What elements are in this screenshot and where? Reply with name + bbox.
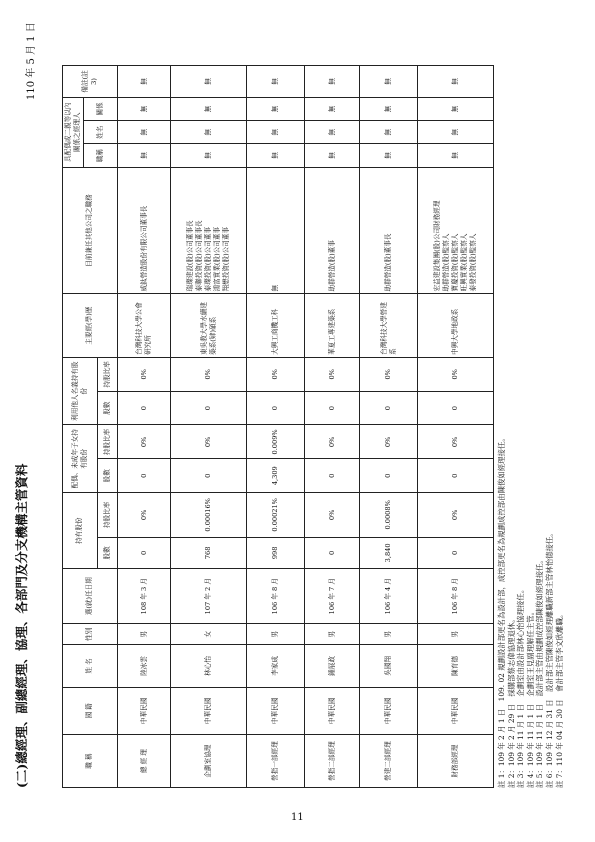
cell-rel-name: 無 — [418, 121, 494, 144]
header-education: 主要經(學)歷 — [63, 294, 118, 357]
header-nationality: 國 籍 — [63, 687, 118, 735]
cell-nationality: 中華民國 — [418, 687, 494, 735]
header-rel-title: 職稱 — [83, 144, 117, 167]
cell-remark: 無 — [171, 66, 247, 98]
cell-other: 助群營造(股)董事長 — [360, 167, 418, 294]
table-row — [246, 66, 304, 788]
cell-sp-shares: 0 — [117, 459, 170, 493]
cell-name: 吳國翔 — [360, 645, 418, 687]
cell-nm-shares: 0 — [360, 391, 418, 425]
header-sp-shares: 股數 — [97, 459, 117, 493]
cell-sp-shares: 0 — [171, 459, 247, 493]
cell-education: 台灣科技大學營建系 — [360, 294, 418, 357]
cell-ratio: 0% — [304, 493, 360, 537]
cell-gender: 男 — [246, 624, 304, 645]
cell-other: 助群營造(股)董事 — [304, 167, 360, 294]
cell-date: 108 年 3 月 — [117, 569, 170, 624]
cell-education: 華夏工專建築系 — [304, 294, 360, 357]
cell-date: 106 年 8 月 — [246, 569, 304, 624]
cell-title: 企劃室協理 — [171, 735, 247, 788]
cell-ratio: 0.00016% — [171, 493, 247, 537]
cell-rel-relation: 無 — [418, 97, 494, 120]
cell-sp-ratio: 0% — [360, 425, 418, 459]
header-ratio: 持股比率 — [97, 493, 117, 537]
cell-date: 107 年 2 月 — [171, 569, 247, 624]
table-row — [304, 66, 360, 788]
cell-title: 總 經 理 — [117, 735, 170, 788]
cell-nm-ratio: 0% — [304, 357, 360, 391]
cell-other: 瑞璨建設(股)公司董事長 泰聯投資(股)公司董事長 泰璨投資(股)公司董事 鴻富實業(股)公司董事 翔懋投資(股)公司董事 — [171, 167, 247, 294]
header-rel-name: 姓名 — [83, 121, 117, 144]
cell-nationality: 中華民國 — [304, 687, 360, 735]
cell-remark: 無 — [246, 66, 304, 98]
header-shareholding: 持有股份 — [63, 493, 98, 569]
cell-rel-title: 無 — [171, 144, 247, 167]
footnote: 註 7：110 年 04 月 30 日 會計部主管李文欣離職。 — [554, 610, 564, 788]
cell-gender: 男 — [304, 624, 360, 645]
cell-sp-ratio: 0% — [117, 425, 170, 459]
table-row — [418, 66, 494, 788]
header-nm-shares: 股數 — [97, 391, 117, 425]
cell-name: 陳育德 — [418, 645, 494, 687]
cell-gender: 女 — [171, 624, 247, 645]
footnote: 註 6：109 年 12 月 31 日 設計部主管陳俊如經理離職新部主管林怡德接任。 — [544, 529, 554, 788]
cell-rel-name: 無 — [171, 121, 247, 144]
cell-rel-relation: 無 — [304, 97, 360, 120]
header-nm-ratio: 持股比率 — [97, 357, 117, 391]
cell-rel-title: 無 — [117, 144, 170, 167]
cell-ratio: 0% — [418, 493, 494, 537]
cell-rel-name: 無 — [117, 121, 170, 144]
cell-date: 106 年 8 月 — [418, 569, 494, 624]
cell-gender: 男 — [360, 624, 418, 645]
cell-ratio: 0.0008% — [360, 493, 418, 537]
table-row — [360, 66, 418, 788]
cell-other: 威鈦營造股份有限公司董事長 — [117, 167, 170, 294]
cell-rel-relation: 無 — [360, 97, 418, 120]
cell-nationality: 中華民國 — [246, 687, 304, 735]
cell-remark: 無 — [117, 66, 170, 98]
cell-title: 營指二部經理 — [304, 735, 360, 788]
cell-title: 營建二部經理 — [360, 735, 418, 788]
cell-gender: 男 — [117, 624, 170, 645]
page-number: 11 — [291, 812, 304, 823]
cell-other: 宏益建設集團(股)公司財務經理 助群營造(股)監察人 寶慶投資(股)監察人 旺興實業(股)監察人 泰發投資(股)監察人 — [418, 167, 494, 294]
cell-rel-title: 無 — [418, 144, 494, 167]
cell-date: 106 年 4 月 — [360, 569, 418, 624]
cell-remark: 無 — [304, 66, 360, 98]
cell-shares: 998 — [246, 537, 304, 569]
cell-nm-ratio: 0% — [360, 357, 418, 391]
cell-nm-ratio: 0% — [246, 357, 304, 391]
cell-title: 財務部經理 — [418, 735, 494, 788]
header-name: 姓 名 — [63, 645, 118, 687]
cell-sp-ratio: 0.009% — [246, 425, 304, 459]
header-remark: 備註(註 3) — [63, 66, 118, 98]
header-gender: 性別 — [63, 624, 118, 645]
footnote: 註 4：109 年 11 月 1 日 企劃室王見副理解任主管。 — [525, 607, 535, 788]
cell-date: 106 年 7 月 — [304, 569, 360, 624]
cell-shares: 768 — [171, 537, 247, 569]
header-title: 職 稱 — [63, 735, 118, 788]
cell-rel-relation: 無 — [117, 97, 170, 120]
cell-name: 陸冰雲 — [117, 645, 170, 687]
cell-shares: 0 — [117, 537, 170, 569]
header-sp-ratio: 持股比率 — [97, 425, 117, 459]
footnote: 註 3：109 年 11 月 1 日 企劃室由設計部林心怡協理接任。 — [516, 585, 526, 788]
managers-table — [62, 65, 494, 788]
cell-rel-name: 無 — [304, 121, 360, 144]
cell-title: 營指一部經理 — [246, 735, 304, 788]
cell-remark: 無 — [418, 66, 494, 98]
cell-shares: 0 — [304, 537, 360, 569]
cell-sp-shares: 0 — [418, 459, 494, 493]
cell-sp-shares: 0 — [360, 459, 418, 493]
cell-nm-ratio: 0% — [171, 357, 247, 391]
table-row — [117, 66, 170, 788]
cell-rel-relation: 無 — [246, 97, 304, 120]
cell-shares: 0 — [418, 537, 494, 569]
header-rel-relation: 關係 — [83, 97, 117, 120]
cell-nm-shares: 0 — [171, 391, 247, 425]
cell-rel-name: 無 — [360, 121, 418, 144]
cell-remark: 無 — [360, 66, 418, 98]
cell-gender: 男 — [418, 624, 494, 645]
header-spouse-minor: 配偶、未成年子女持有股份 — [63, 425, 98, 493]
cell-rel-title: 無 — [246, 144, 304, 167]
header-other-positions: 目前兼任其他公司之職務 — [63, 167, 118, 294]
cell-nm-shares: 0 — [246, 391, 304, 425]
cell-nationality: 中華民國 — [171, 687, 247, 735]
cell-sp-ratio: 0% — [418, 425, 494, 459]
cell-nationality: 中華民國 — [360, 687, 418, 735]
cell-sp-ratio: 0% — [304, 425, 360, 459]
cell-name: 鍾展政 — [304, 645, 360, 687]
cell-nm-ratio: 0% — [418, 357, 494, 391]
report-date: 110 年 5 月 1 日 — [26, 22, 37, 100]
footnote: 註 5：109 年 11 月 1 日 設計部主管由規劃成控部陳俊如經理接任。 — [535, 556, 545, 788]
cell-other: 無 — [246, 167, 304, 294]
header-elected-date: 選(就)任日期 — [63, 569, 118, 624]
cell-sp-shares: 0 — [304, 459, 360, 493]
table-row — [171, 66, 247, 788]
cell-ratio: 0% — [117, 493, 170, 537]
cell-sp-shares: 4,309 — [246, 459, 304, 493]
header-shares: 股數 — [97, 537, 117, 569]
header-nominee: 利用他人名義持有股份 — [63, 357, 98, 425]
section-title: (二)總經理、副總經理、協理、各部門及分支機構主管資料 — [14, 463, 29, 788]
footnotes — [497, 68, 564, 788]
cell-education: 台灣科技大學公會研究所 — [117, 294, 170, 357]
footnote: 註 2：109 年 2 月 29 日 採購部蔡志偉協理退休。 — [506, 615, 516, 788]
cell-nm-ratio: 0% — [117, 357, 170, 391]
cell-education: 中興大學地政系 — [418, 294, 494, 357]
cell-rel-name: 無 — [246, 121, 304, 144]
cell-education: 大興工商機工科 — [246, 294, 304, 357]
cell-ratio: 0.00021% — [246, 493, 304, 537]
cell-rel-title: 無 — [360, 144, 418, 167]
footnote: 註 1：109 年 2 月 1 日 109. 02 規劃設計部更名為設計部，成控部更名為規劃成控部由陳俊如經理接任。 — [497, 434, 506, 788]
cell-education: 東吳教大學水續建築系(肄)碩系 — [171, 294, 247, 357]
cell-rel-title: 無 — [304, 144, 360, 167]
cell-nm-shares: 0 — [418, 391, 494, 425]
cell-rel-relation: 無 — [171, 97, 247, 120]
cell-nationality: 中華民國 — [117, 687, 170, 735]
header-relatives: 具配偶或二親等以內關係之經理人 — [63, 97, 84, 167]
cell-nm-shares: 0 — [304, 391, 360, 425]
cell-name: 林心怡 — [171, 645, 247, 687]
cell-sp-ratio: 0% — [171, 425, 247, 459]
cell-nm-shares: 0 — [117, 391, 170, 425]
cell-shares: 3,840 — [360, 537, 418, 569]
cell-name: 李家成 — [246, 645, 304, 687]
